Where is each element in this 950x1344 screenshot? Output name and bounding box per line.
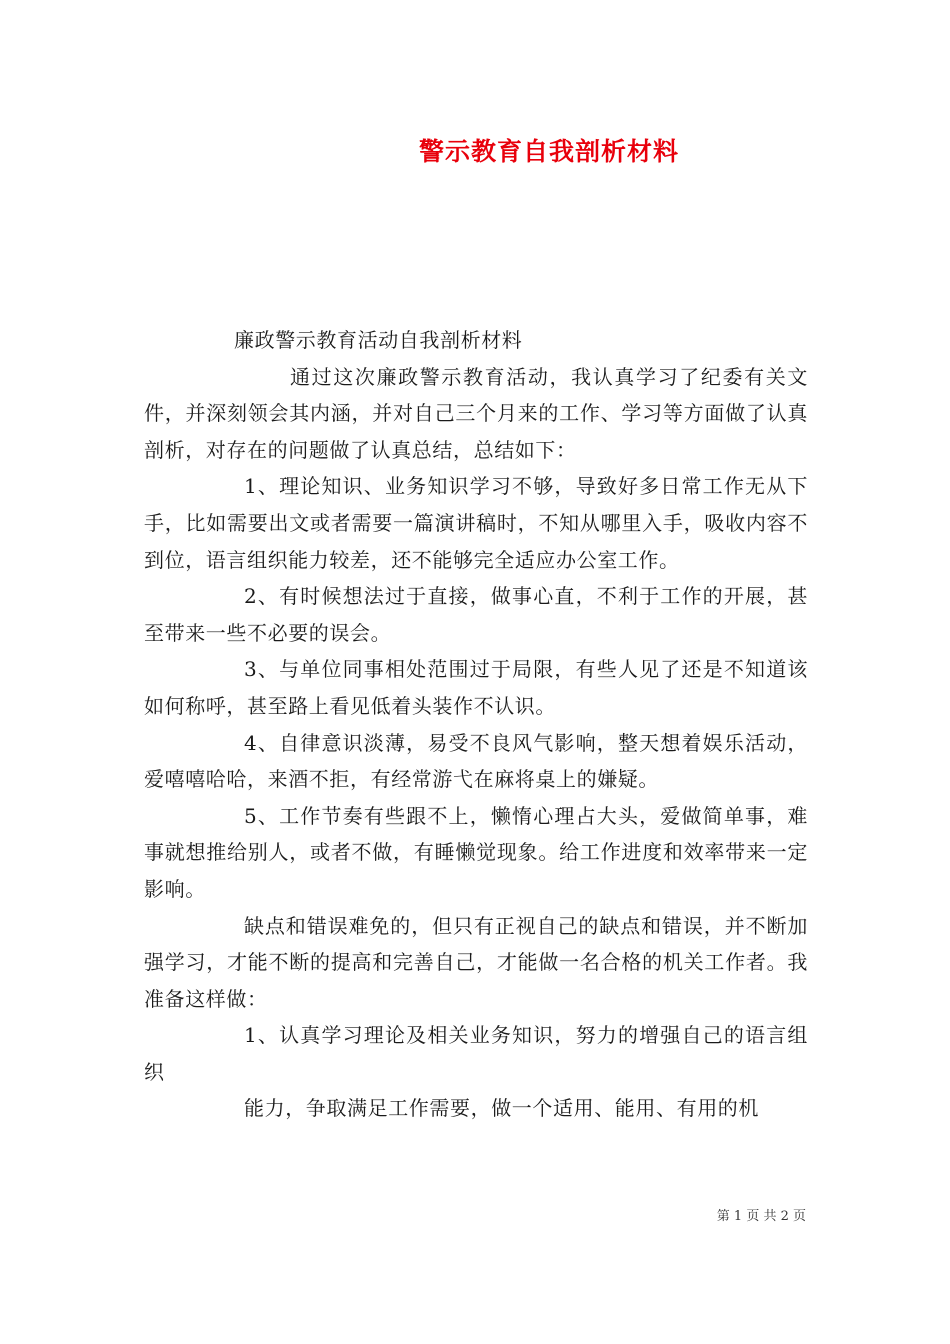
plan-item-1: 1、认真学习理论及相关业务知识，努力的增强自己的语言组织 [144, 1023, 808, 1084]
intro-paragraph: 通过这次廉政警示教育活动，我认真学习了纪委有关文件，并深刻领会其内涵，并对自己三个月来的工作、学习等方面做了认真剖析，对存在的问题做了认真总结，总结如下： [144, 364, 808, 462]
problem-item-1: 1、理论知识、业务知识学习不够，导致好多日常工作无从下手，比如需要出文或者需要一篇演讲稿时，不知从哪里入手，吸收内容不到位，语言组织能力较差，还不能够完全适应办公室工作。 [144, 474, 808, 572]
conclusion-paragraph: 缺点和错误难免的，但只有正视自己的缺点和错误，并不断加强学习，才能不断的提高和完善自己，才能做一名合格的机关工作者。我准备这样做： [144, 913, 808, 1011]
page-title: 警示教育自我剖析材料 [418, 137, 679, 166]
page-number: 第 1 页 共 2 页 [716, 1209, 806, 1224]
problem-item-4: 4、自律意识淡薄，易受不良风气影响，整天想着娱乐活动，爱嘻嘻哈哈，来酒不拒，有经常游弋在麻将桌上的嫌疑。 [144, 730, 808, 792]
problem-item-3: 3、与单位同事相处范围过于局限，有些人见了还是不知道该如何称呼，甚至路上看见低着头装作不认识。 [144, 657, 808, 718]
problem-item-5: 5、工作节奏有些跟不上，懒惰心理占大头，爱做简单事，难事就想推给别人，或者不做，有睡懒觉现象。给工作进度和效率带来一定影响。 [144, 803, 808, 901]
document-body [144, 322, 808, 1127]
plan-item-1-continued: 能力，争取满足工作需要，做一个适用、能用、有用的机 [244, 1096, 759, 1121]
problem-item-2: 2、有时候想法过于直接，做事心直，不利于工作的开展，甚至带来一些不必要的误会。 [144, 584, 808, 645]
document-subtitle: 廉政警示教育活动自我剖析材料 [234, 328, 523, 352]
